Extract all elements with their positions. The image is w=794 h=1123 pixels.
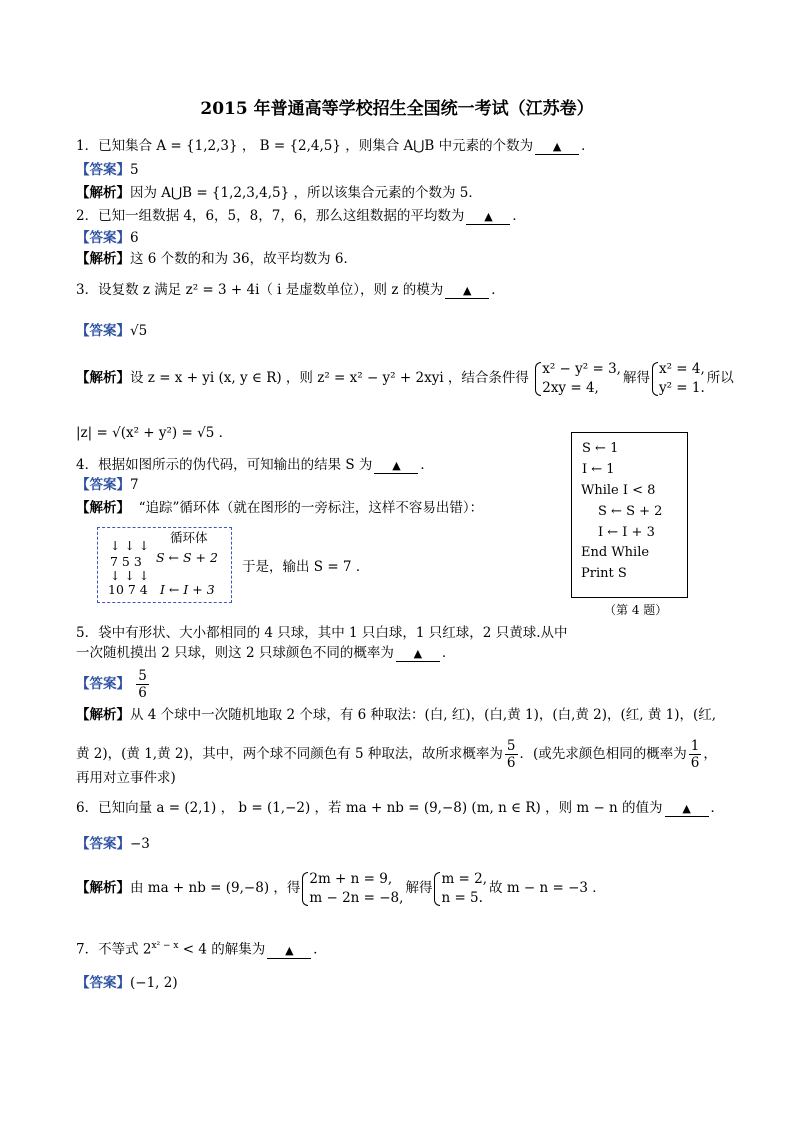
question-4-text: 4．根据如图所示的伪代码，可知输出的结果 S 为 — [76, 457, 373, 473]
pseudocode-box — [571, 432, 688, 598]
analysis-label: 【解析】 — [76, 707, 130, 723]
analysis-1-text: 因为 A⋃B = {1,2,3,4,5} ，所以该集合元素的个数为 5． — [130, 185, 482, 201]
analysis-6 — [76, 868, 606, 908]
fraction-denominator: 6 — [138, 685, 147, 701]
fraction-numerator: 5 — [506, 738, 516, 754]
analysis-2 — [76, 250, 357, 268]
trace-row-2: 10 7 4 — [108, 582, 148, 597]
code-line: End While — [581, 545, 650, 560]
equation-system — [302, 870, 403, 908]
analysis-label: 【解析】 — [76, 880, 130, 896]
analysis-5-text: ， — [703, 746, 717, 762]
question-3: 3．设复数 z 满足 z² = 3 + 4i（ i 是虚数单位），则 z 的模为 ▲ ． — [76, 282, 505, 298]
answer-5-fraction — [136, 668, 149, 701]
question-3-text: 3．设复数 z 满足 z² = 3 + 4i（ i 是虚数单位），则 z 的模为 — [76, 282, 444, 298]
analysis-1 — [76, 184, 482, 202]
analysis-5-text: 从 4 个球中一次随机地取 2 个球，有 6 种取法：(白, 红)，(白,黄 1)，(白,黄 2)，(红, 黄 1)，(红, — [130, 707, 717, 723]
analysis-label: 【解析】 — [76, 185, 130, 201]
answer-label: 【答案】 — [76, 477, 130, 493]
answer-blank: ▲ — [466, 210, 510, 225]
equation-line: x² − y² = 3, — [542, 360, 621, 377]
answer-5 — [76, 664, 151, 704]
question-5: 5．袋中有形状、大小都相同的 4 只球，其中 1 只白球，1 只红球，2 只黄球.从中 — [76, 625, 568, 641]
code-line: Print S — [581, 566, 627, 581]
answer-blank: ▲ — [445, 284, 489, 299]
code-line: I ← 1 — [582, 462, 615, 477]
equation-line: m = 2, — [441, 870, 488, 887]
answer-1-value: 5 — [130, 162, 139, 178]
answer-3-value: √5 — [130, 323, 148, 339]
probability-fraction — [689, 738, 702, 771]
loop-trace-box — [97, 527, 232, 603]
answer-blank: ▲ — [665, 802, 709, 817]
analysis-label: 【解析】 — [76, 500, 130, 516]
fraction-denominator: 6 — [506, 755, 516, 771]
equation-line: 2xy = 4, — [542, 379, 599, 396]
analysis-6-result: 故 m − n = −3 ． — [489, 880, 606, 896]
analysis-label: 【解析】 — [76, 251, 130, 267]
fraction-denominator: 6 — [690, 755, 700, 771]
answer-4-value: 7 — [130, 477, 139, 493]
trace-arrows: ↓ ↓ ↓ — [110, 538, 150, 553]
code-line: S ← 1 — [582, 441, 619, 456]
trace-header: 循环体 — [170, 530, 208, 545]
equation-line: m − 2n = −8, — [309, 889, 404, 906]
answer-4 — [76, 476, 139, 494]
answer-7-value: (−1, 2) — [130, 975, 178, 991]
question-1: 1．已知集合 A = {1,2,3} ， B = {2,4,5} ，则集合 A⋃B 中元素的个数为 ▲ ． — [76, 138, 595, 154]
question-2: 2．已知一组数据 4，6，5，8，7，6，那么这组数据的平均数为 ▲ ． — [76, 208, 526, 224]
exponent: x² − x — [151, 941, 179, 951]
question-1-text: 1．已知集合 A = {1,2,3} ， B = {2,4,5} ，则集合 A⋃B 中元素的个数为 — [76, 138, 534, 154]
code-line: S ← S + 2 — [598, 504, 663, 519]
answer-label: 【答案】 — [76, 676, 130, 692]
analysis-3-text: 设 z = x + yi (x, y ∈ R) ，则 z² = x² − y² + 2xyi ，结合条件得 — [130, 370, 529, 386]
equation-system — [652, 360, 705, 398]
page-title: 2015 年普通高等学校招生全国统一考试（江苏卷） — [200, 99, 594, 119]
analysis-4-text: “追踪”循环体（就在图形的一旁标注，这样不容易出错）： — [138, 500, 484, 516]
answer-2-value: 6 — [130, 230, 139, 246]
analysis-6-text: 由 ma + nb = (9,−8) ，得 — [130, 880, 301, 896]
analysis-label: 【解析】 — [76, 370, 130, 386]
analysis-3 — [76, 358, 734, 398]
answer-blank: ▲ — [267, 944, 311, 959]
question-5-text: 一次随机摸出 2 只球，则这 2 只球颜色不同的概率为 — [76, 645, 394, 661]
answer-label: 【答案】 — [76, 836, 130, 852]
analysis-3-result: |z| = √(x² + y²) = √5 ． — [76, 425, 233, 441]
analysis-5 — [76, 706, 716, 724]
answer-label: 【答案】 — [76, 162, 130, 178]
analysis-6-solve: 解得 — [405, 880, 433, 896]
equation-system — [434, 870, 487, 908]
analysis-5-text: ．(或先求颜色相同的概率为 — [519, 746, 687, 762]
code-line: While I < 8 — [581, 483, 656, 498]
question-7-text: 7．不等式 2 — [76, 941, 152, 958]
analysis-2-text: 这 6 个数的和为 36，故平均数为 6． — [130, 251, 358, 267]
answer-blank: ▲ — [396, 647, 440, 662]
answer-label: 【答案】 — [76, 230, 130, 246]
figure-caption: （第 4 题） — [604, 603, 668, 617]
analysis-4 — [76, 499, 483, 517]
analysis-4-conclusion: 于是，输出 S = 7 ． — [242, 559, 370, 575]
trace-row-1: 7 5 3 — [110, 554, 142, 569]
fraction-numerator: 5 — [138, 668, 147, 684]
answer-label: 【答案】 — [76, 323, 130, 339]
equation-line: 2m + n = 9, — [309, 870, 393, 887]
equation-line: x² = 4, — [658, 360, 705, 377]
fraction-numerator: 1 — [690, 738, 700, 754]
question-7: 7．不等式 $2^{x^2 - x} < 4$ 的解集为 ▲ ． — [76, 941, 327, 958]
analysis-5-line-2 — [76, 735, 717, 773]
answer-blank: ▲ — [535, 140, 579, 155]
answer-6-value: −3 — [130, 836, 150, 852]
question-6-text: 6．已知向量 a = (2,1) ， b = (1,−2) ，若 ma + nb = (9,−8) (m, n ∈ R) ，则 m − n 的值为 — [76, 800, 663, 816]
probability-fraction — [505, 738, 518, 771]
equation-line: n = 5. — [441, 889, 483, 906]
trace-stmt-1: S ← S + 2 — [156, 550, 218, 565]
answer-6 — [76, 835, 150, 853]
answer-2 — [76, 229, 139, 247]
analysis-5-text: 黄 2)，(黄 1,黄 2)，其中，两个球不同颜色有 5 种取法，故所求概率为 — [76, 746, 503, 762]
equation-system — [535, 360, 621, 398]
analysis-5-line-3: 再用对立事件求) — [76, 770, 176, 786]
equation-line: y² = 1. — [658, 379, 705, 396]
question-5-cont: 一次随机摸出 2 只球，则这 2 只球颜色不同的概率为 ▲ ． — [76, 645, 456, 661]
answer-blank: ▲ — [374, 459, 418, 474]
question-4: 4．根据如图所示的伪代码，可知输出的结果 S 为 ▲ ． — [76, 457, 434, 473]
answer-1 — [76, 161, 139, 179]
code-line: I ← I + 3 — [598, 525, 655, 540]
question-6: 6．已知向量 a = (2,1) ， b = (1,−2) ，若 ma + nb = (9,−8) (m, n ∈ R) ，则 m − n 的值为 ▲ ． — [76, 800, 725, 816]
question-2-text: 2．已知一组数据 4，6，5，8，7，6，那么这组数据的平均数为 — [76, 208, 465, 224]
answer-3 — [76, 322, 147, 340]
answer-label: 【答案】 — [76, 975, 130, 991]
analysis-3-so: 所以 — [706, 370, 734, 386]
trace-stmt-2: I ← I + 3 — [160, 582, 215, 597]
answer-7 — [76, 974, 178, 992]
question-7-text-b: < 4 的解集为 — [178, 941, 266, 958]
analysis-3-solve: 解得 — [622, 370, 650, 386]
trace-arrows: ↓ ↓ ↓ — [110, 568, 150, 583]
